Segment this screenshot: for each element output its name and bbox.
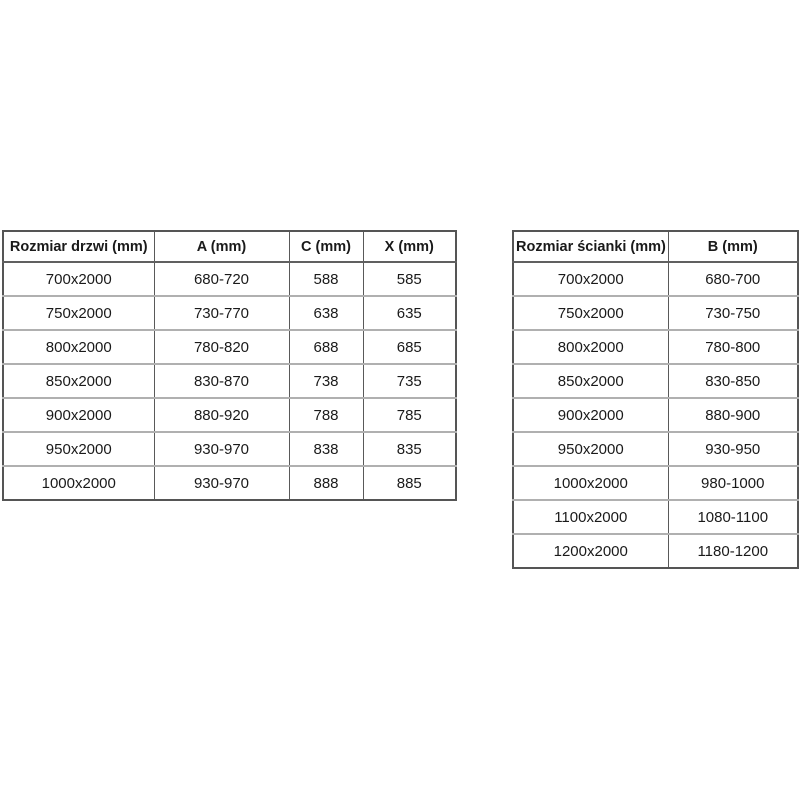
table-cell: 950x2000: [3, 432, 154, 466]
door-table-body: [3, 262, 456, 500]
table-cell: 885: [363, 466, 456, 500]
table-cell: 980-1000: [668, 466, 798, 500]
table-row: [3, 364, 456, 398]
table-cell: 1180-1200: [668, 534, 798, 568]
table-cell: 735: [363, 364, 456, 398]
table-cell: 635: [363, 296, 456, 330]
table-cell: 730-770: [154, 296, 289, 330]
table-cell: 1200x2000: [513, 534, 668, 568]
table-row: [513, 534, 798, 568]
table-cell: 880-900: [668, 398, 798, 432]
table-cell: 588: [289, 262, 363, 296]
table-cell: 1100x2000: [513, 500, 668, 534]
table-cell: 930-970: [154, 432, 289, 466]
table-row: [3, 296, 456, 330]
table-cell: 738: [289, 364, 363, 398]
table-row: [513, 466, 798, 500]
table-cell: 850x2000: [3, 364, 154, 398]
table-cell: 750x2000: [3, 296, 154, 330]
table-cell: 685: [363, 330, 456, 364]
table-cell: 780-820: [154, 330, 289, 364]
table-cell: 750x2000: [513, 296, 668, 330]
table-cell: 585: [363, 262, 456, 296]
table-cell: 800x2000: [3, 330, 154, 364]
table-cell: 900x2000: [513, 398, 668, 432]
table-cell: 888: [289, 466, 363, 500]
column-header: Rozmiar drzwi (mm): [3, 231, 154, 262]
table-cell: 930-950: [668, 432, 798, 466]
column-header: Rozmiar ścianki (mm): [513, 231, 668, 262]
table-cell: 700x2000: [3, 262, 154, 296]
table-cell: 680-700: [668, 262, 798, 296]
table-cell: 780-800: [668, 330, 798, 364]
table-cell: 838: [289, 432, 363, 466]
table-cell: 830-870: [154, 364, 289, 398]
wall-table-body: [513, 262, 798, 568]
wall-table-head: [513, 231, 798, 262]
column-header: C (mm): [289, 231, 363, 262]
table-cell: 800x2000: [513, 330, 668, 364]
table-row: [3, 466, 456, 500]
table-row: [513, 364, 798, 398]
door-size-table: [2, 230, 457, 501]
table-row: [513, 398, 798, 432]
table-cell: 950x2000: [513, 432, 668, 466]
table-row: [513, 262, 798, 296]
table-row: [513, 330, 798, 364]
table-cell: 880-920: [154, 398, 289, 432]
wall-size-table: [512, 230, 799, 569]
table-cell: 830-850: [668, 364, 798, 398]
table-cell: 680-720: [154, 262, 289, 296]
door-table-head: [3, 231, 456, 262]
table-cell: 788: [289, 398, 363, 432]
table-row: [3, 398, 456, 432]
table-cell: 730-750: [668, 296, 798, 330]
table-cell: 900x2000: [3, 398, 154, 432]
table-cell: 700x2000: [513, 262, 668, 296]
door-table-header-row: [3, 231, 456, 262]
table-row: [513, 432, 798, 466]
table-row: [3, 330, 456, 364]
wall-table-header-row: [513, 231, 798, 262]
table-row: [513, 296, 798, 330]
table-cell: 688: [289, 330, 363, 364]
table-row: [3, 262, 456, 296]
table-cell: 930-970: [154, 466, 289, 500]
table-cell: 785: [363, 398, 456, 432]
column-header: A (mm): [154, 231, 289, 262]
column-header: X (mm): [363, 231, 456, 262]
column-header: B (mm): [668, 231, 798, 262]
table-cell: 835: [363, 432, 456, 466]
table-cell: 638: [289, 296, 363, 330]
table-cell: 1080-1100: [668, 500, 798, 534]
table-cell: 1000x2000: [3, 466, 154, 500]
table-row: [513, 500, 798, 534]
table-row: [3, 432, 456, 466]
table-cell: 850x2000: [513, 364, 668, 398]
table-cell: 1000x2000: [513, 466, 668, 500]
